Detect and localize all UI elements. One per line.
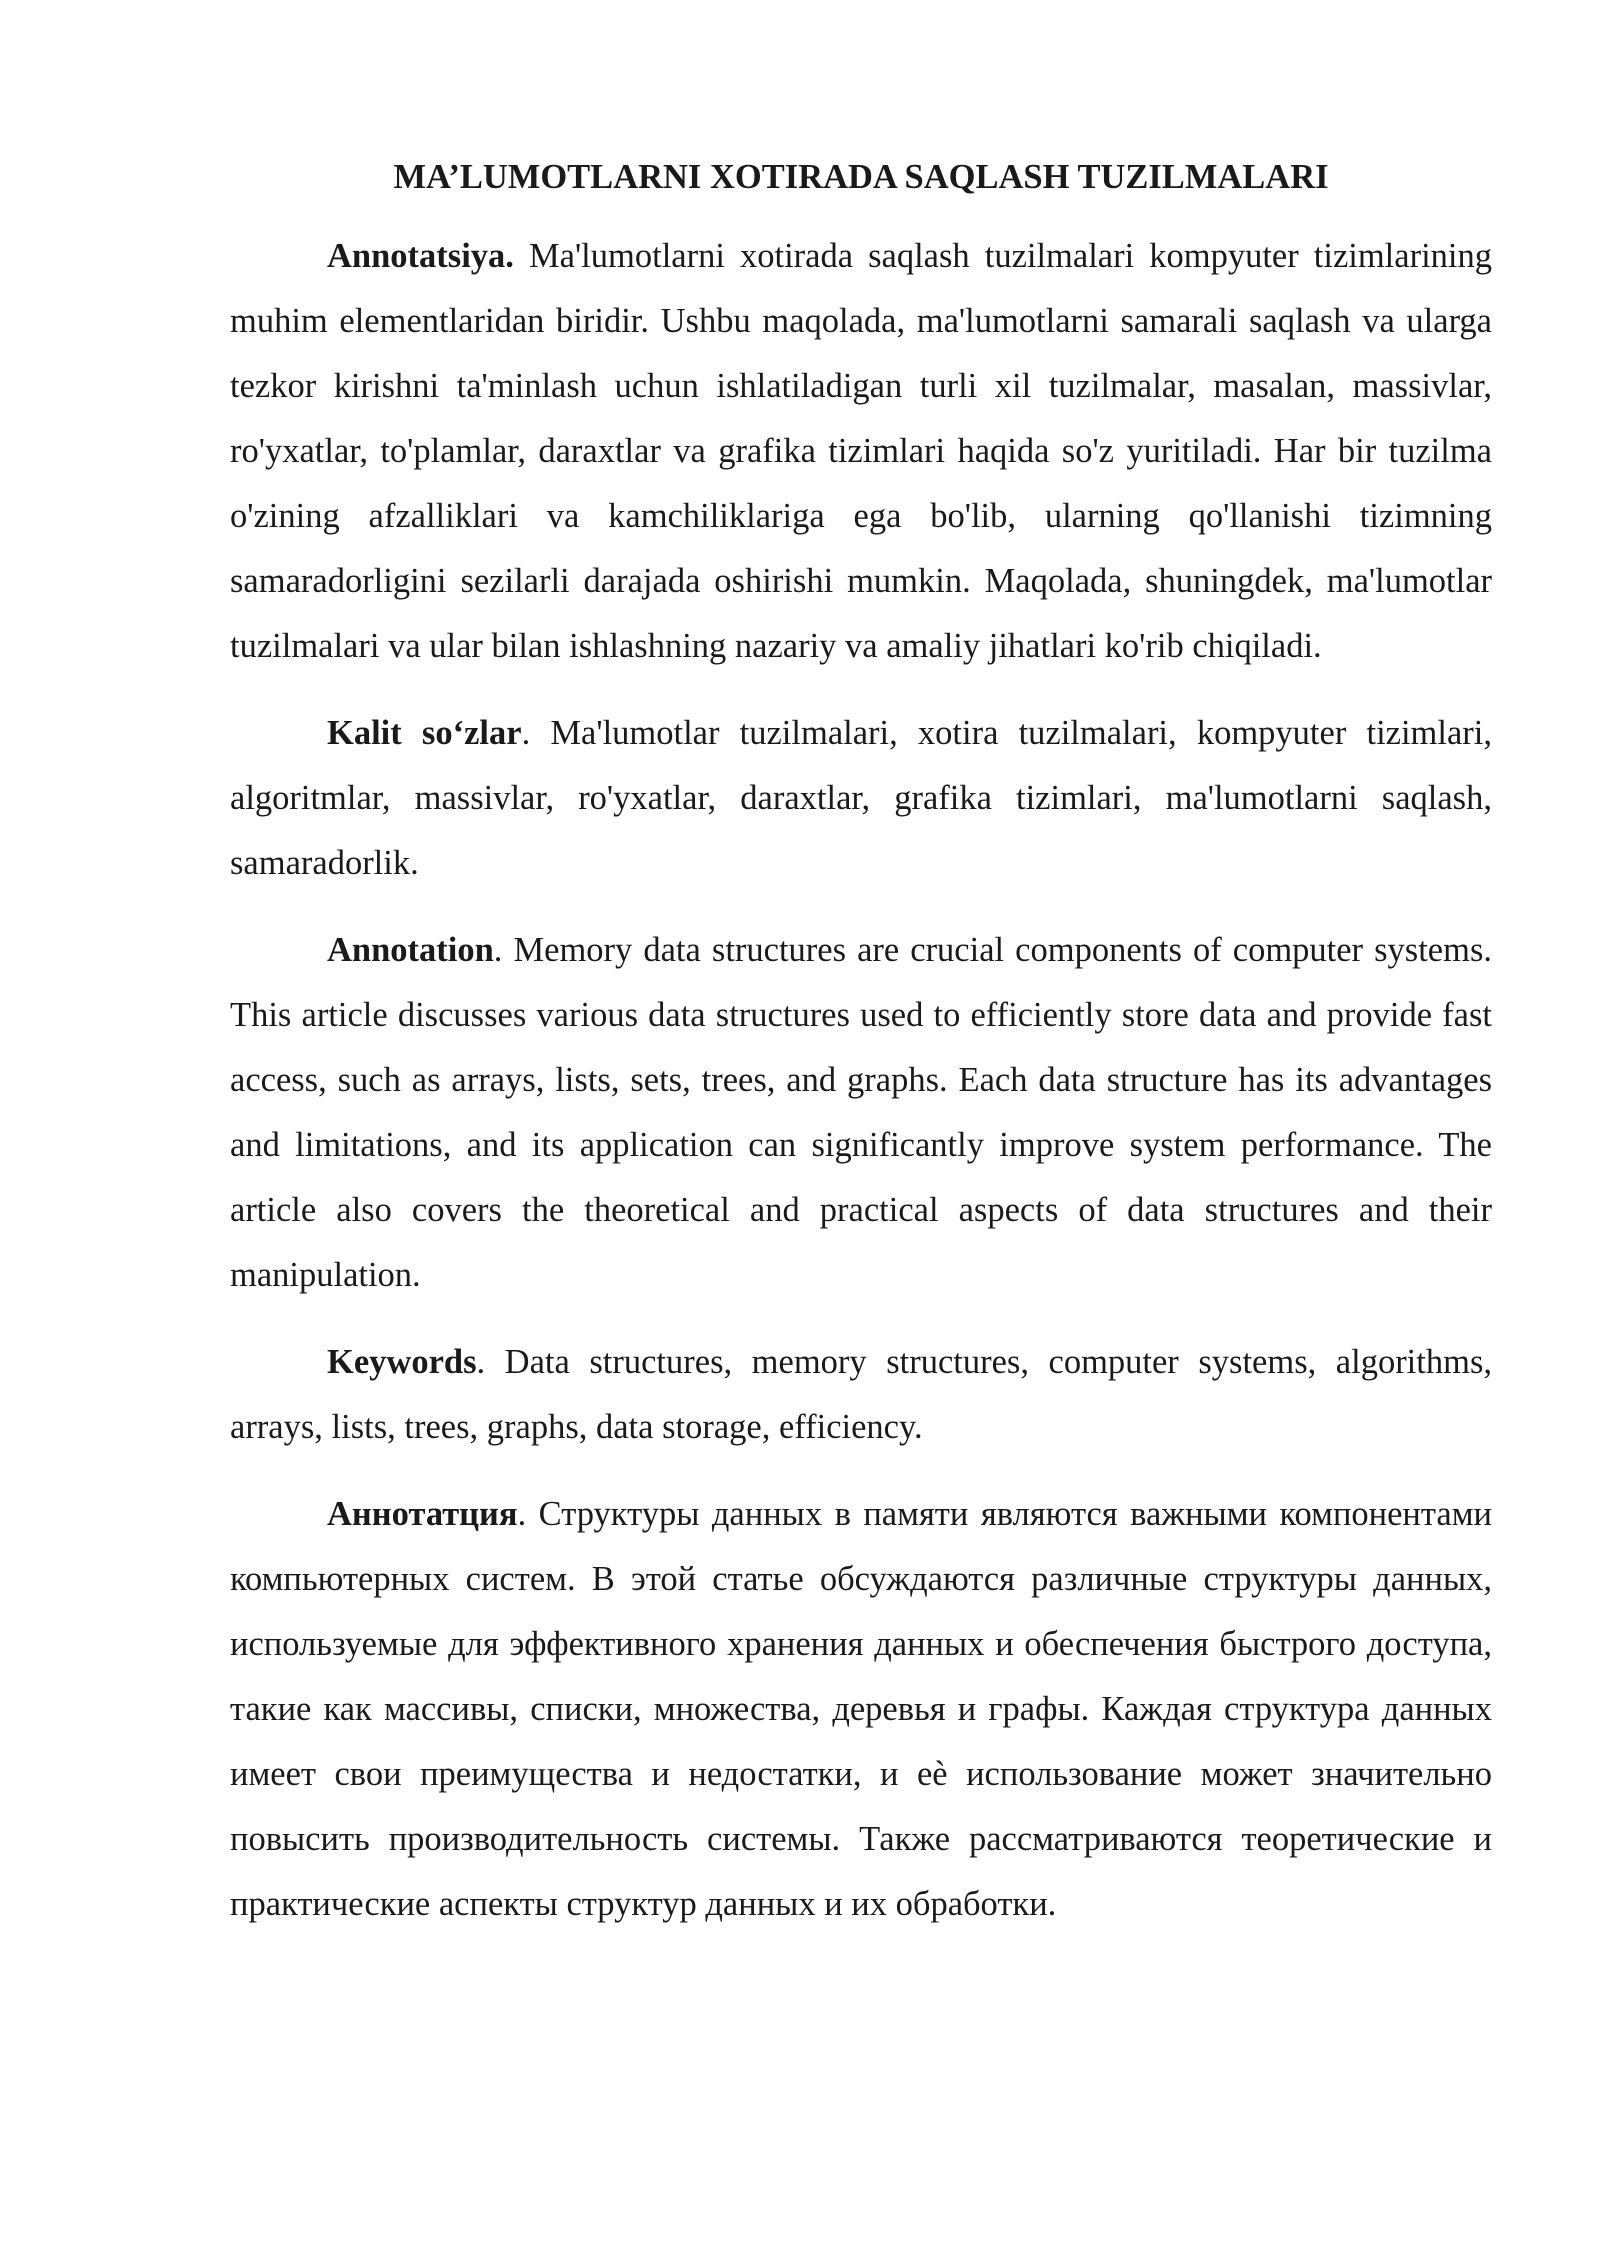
annotation-uz-text: Ma'lumotlarni xotirada saqlash tuzilmalari kompyuter tizimlarining muhim elementlaridan biridir. Ushbu maqolada, ma'lumotlarni samarali saqlash va ularga tezkor kirishni ta'minlash uchun ishlatiladigan turli xil tuzilmalar, masalan, massivlar, ro'yxatlar, to'plamlar, daraxtlar va grafika tizimlari haqida so'z yuritiladi. Har bir tuzilma o'zining afzalliklari va kamchiliklariga ega bo'lib, ularning qo'llanishi tizimning samaradorligini sezilarli darajada oshirishi mumkin. Maqolada, shuningdek, ma'lumotlar tuzilmalari va ular bilan ishlashning nazariy va amaliy jihatlari ko'rib chiqiladi. [230, 237, 1492, 665]
annotation-en-paragraph [230, 918, 1492, 1308]
keywords-en-paragraph [230, 1330, 1492, 1460]
keywords-uz-paragraph [230, 701, 1492, 896]
annotation-uz-paragraph [230, 224, 1492, 679]
keywords-uz-text: Ma'lumotlar tuzilmalari, xotira tuzilmalari, kompyuter tizimlari, algoritmlar, massivlar, ro'yxatlar, daraxtlar, grafika tizimlari, ma'lumotlarni saqlash, samaradorlik. [230, 714, 1492, 882]
keywords-en-text: Data structures, memory structures, computer systems, algorithms, arrays, lists, trees, graphs, data storage, efficiency. [230, 1343, 1492, 1446]
annotation-ru-paragraph [230, 1482, 1492, 1937]
keywords-uz-label-punct: . [521, 714, 531, 752]
annotation-uz-label: Annotatsiya. [327, 237, 514, 275]
keywords-en-label-punct: . [476, 1343, 486, 1381]
annotation-en-label: Annotation [327, 931, 494, 969]
annotation-ru-label-punct: . [517, 1495, 527, 1533]
paper-title: MA’LUMOTLARNI XOTIRADA SAQLASH TUZILMALARI [393, 158, 1329, 196]
paper-page [230, 150, 1492, 1959]
annotation-ru-label: Аннотатция [327, 1495, 518, 1533]
keywords-uz-label: Kalit so‘zlar [327, 714, 522, 752]
annotation-ru-text: Структуры данных в памяти являются важными компонентами компьютерных систем. В этой статье обсуждаются различные структуры данных, используемые для эффективного хранения данных и обеспечения быстрого доступа, такие как массивы, списки, множества, деревья и графы. Каждая структура данных имеет свои преимущества и недостатки, и еѐ использование может значительно повысить производительность системы. Также рассматриваются теоретические и практические аспекты структур данных и их обработки. [230, 1495, 1492, 1923]
annotation-en-text: Memory data structures are crucial components of computer systems. This article discusses various data structures used to efficiently store data and provide fast access, such as arrays, lists, sets, trees, and graphs. Each data structure has its advantages and limitations, and its application can significantly improve system performance. The article also covers the theoretical and practical aspects of data structures and their manipulation. [230, 931, 1492, 1294]
annotation-en-label-punct: . [493, 931, 503, 969]
keywords-en-label: Keywords [327, 1343, 477, 1381]
